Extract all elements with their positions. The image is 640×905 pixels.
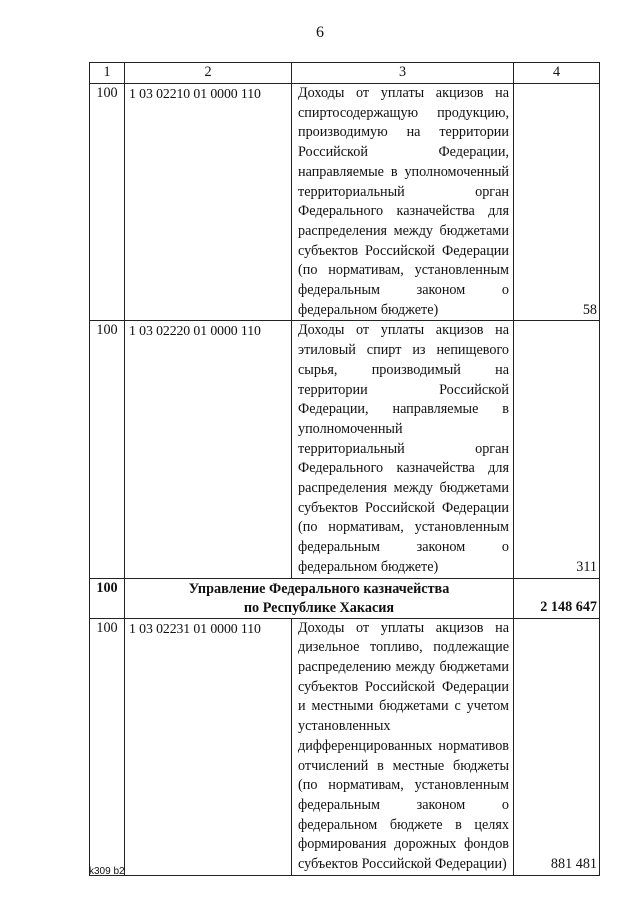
column-header-2: 2 — [125, 63, 292, 84]
table-row — [90, 618, 600, 875]
column-header-3: 3 — [292, 63, 514, 84]
column-header-1: 1 — [90, 63, 125, 84]
admin-code: 100 — [90, 321, 125, 578]
amount: 58 — [514, 84, 600, 321]
section-amount: 2 148 647 — [514, 578, 600, 618]
admin-code: 100 — [90, 578, 125, 618]
budget-classification-code: 1 03 02231 01 0000 110 — [125, 618, 292, 875]
revenue-description: Доходы от уплаты акцизов на спиртосодержащую продукцию, производимую на территории Российской Федерации, направляемые в уполномоченный территориальный орган Федерального казначейства для распределения между бюджетами субъектов Российской Федерации (по нормативам, установленным федеральным законом о федеральном бюджете) — [292, 84, 514, 321]
table-row — [90, 84, 600, 321]
admin-code: 100 — [90, 618, 125, 875]
column-header-4: 4 — [514, 63, 600, 84]
revenue-table — [89, 62, 600, 876]
revenue-description: Доходы от уплаты акцизов на дизельное топливо, подлежащие распределению между бюджетами субъектов Российской Федерации и местными бюджетами с учетом установленных дифференцированных нормативов отчислений в местные бюджеты (по нормативам, установленным федеральным законом о федеральном бюджете в целях формирования дорожных фондов субъектов Российской Федерации) — [292, 618, 514, 875]
admin-code: 100 — [90, 84, 125, 321]
budget-classification-code: 1 03 02220 01 0000 110 — [125, 321, 292, 578]
section-row — [90, 578, 600, 618]
footer-code: k309 b2 — [89, 866, 125, 877]
section-title-line: по Республике Хакасия — [243, 599, 395, 616]
amount: 881 481 — [514, 618, 600, 875]
section-title — [125, 578, 514, 618]
section-title-line: Управление Федерального казначейства — [188, 580, 450, 597]
header-row — [90, 63, 600, 84]
table-row — [90, 321, 600, 578]
budget-classification-code: 1 03 02210 01 0000 110 — [125, 84, 292, 321]
amount: 311 — [514, 321, 600, 578]
page-number: 6 — [316, 24, 324, 41]
revenue-description: Доходы от уплаты акцизов на этиловый спирт из непищевого сырья, производимый на территории Российской Федерации, направляемые в уполномоченный территориальный орган Федерального казначейства для распределения между бюджетами субъектов Российской Федерации (по нормативам, установленным федеральным законом о федеральном бюджете) — [292, 321, 514, 578]
